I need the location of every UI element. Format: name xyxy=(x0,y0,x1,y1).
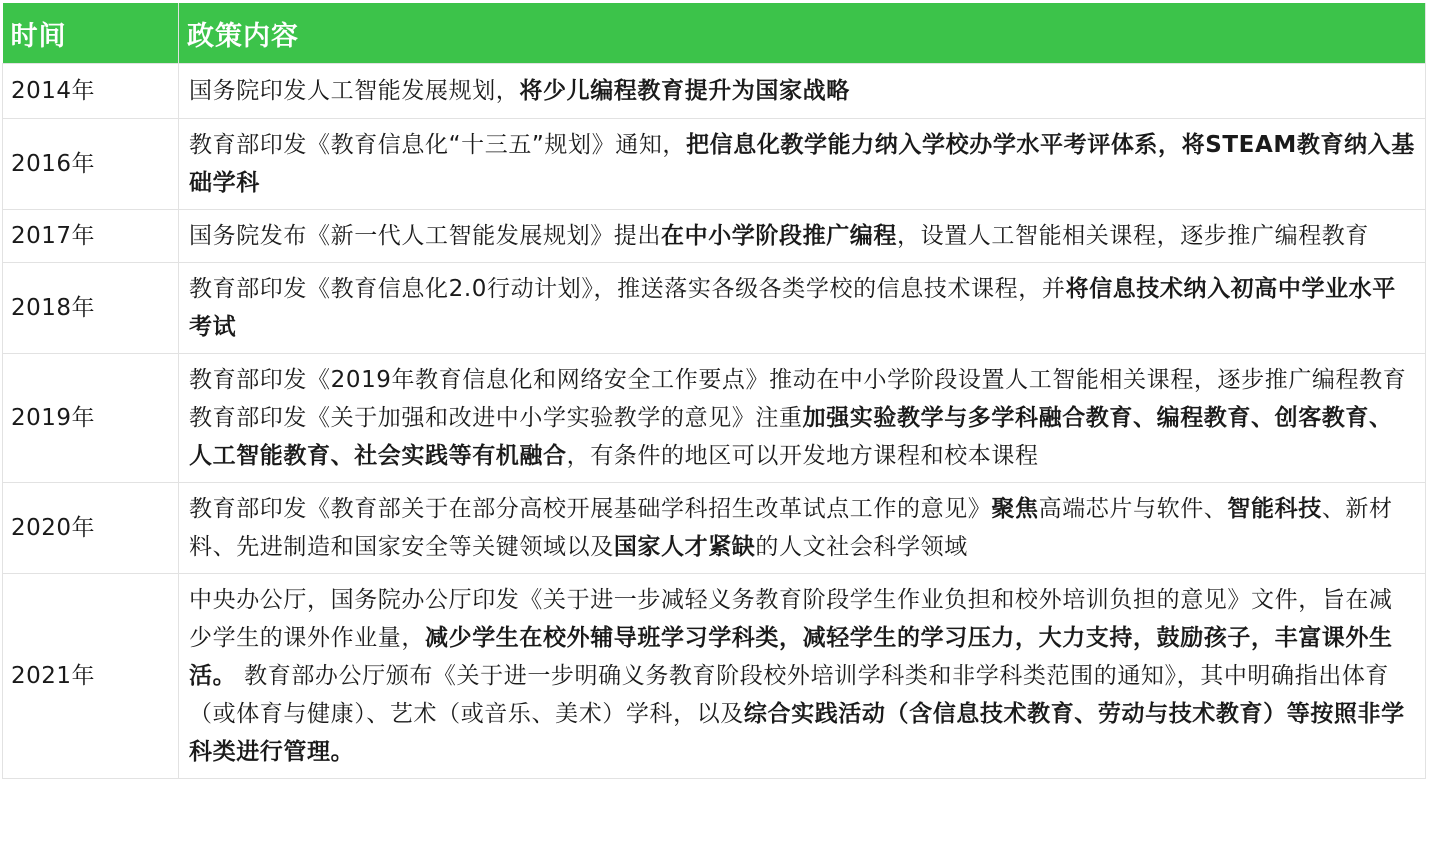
policy-text-emphasis: 将少儿编程教育提升为国家战略 xyxy=(519,78,850,104)
policy-text: 、新材料、先进制造和国家安全等关键领域以及 xyxy=(189,496,1393,560)
policy-content-cell xyxy=(179,210,1426,263)
policy-text: 的人文社会科学领域 xyxy=(755,534,968,560)
policy-paragraph xyxy=(189,361,1415,399)
policy-text: 国务院印发人工智能发展规划， xyxy=(189,78,520,104)
table-row xyxy=(3,119,1426,210)
table-row xyxy=(3,263,1426,354)
policy-table xyxy=(2,3,1426,779)
policy-text: 教育部印发《教育信息化2.0行动计划》，推送落实各级各类学校的信息技术课程，并 xyxy=(189,276,1066,302)
policy-paragraph xyxy=(189,217,1415,255)
policy-content-cell xyxy=(179,64,1426,119)
year-cell: 2017年 xyxy=(3,210,179,263)
policy-paragraph xyxy=(189,399,1415,475)
policy-text: 国务院发布《新一代人工智能发展规划》提出 xyxy=(189,223,661,249)
header-row xyxy=(3,3,1426,64)
year-cell: 2020年 xyxy=(3,483,179,574)
policy-content-cell xyxy=(179,574,1426,779)
table-row xyxy=(3,574,1426,779)
policy-text-emphasis: 国家人才紧缺 xyxy=(613,534,756,560)
year-cell: 2021年 xyxy=(3,574,179,779)
policy-text-emphasis: 把信息化教学能力纳入学校办学水平考评体系，将STEAM教育纳入基础学科 xyxy=(189,132,1415,196)
year-cell: 2014年 xyxy=(3,64,179,119)
table-row xyxy=(3,64,1426,119)
table-body xyxy=(3,64,1426,779)
policy-paragraph xyxy=(189,72,1415,110)
year-cell: 2019年 xyxy=(3,354,179,483)
policy-text-emphasis: 综合实践活动（含信息技术教育、劳动与技术教育）等按照非学科类进行管理。 xyxy=(189,701,1405,765)
policy-text-emphasis: 将信息技术纳入初高中学业水平考试 xyxy=(189,276,1396,340)
policy-text: 教育部印发《2019年教育信息化和网络安全工作要点》推动在中小学阶段设置人工智能相关课程，逐步推广编程教育 xyxy=(189,367,1407,393)
policy-paragraph xyxy=(189,270,1415,346)
year-cell: 2018年 xyxy=(3,263,179,354)
policy-text: ，有条件的地区可以开发地方课程和校本课程 xyxy=(566,443,1039,469)
policy-text-emphasis: 智能科技 xyxy=(1227,496,1322,522)
policy-paragraph xyxy=(189,126,1415,202)
table-header xyxy=(3,3,1426,64)
table-row xyxy=(3,210,1426,263)
year-cell: 2016年 xyxy=(3,119,179,210)
policy-paragraph xyxy=(189,490,1415,566)
header-content: 政策内容 xyxy=(179,3,1426,64)
header-time: 时间 xyxy=(3,3,179,64)
policy-text: 中央办公厅，国务院办公厅印发《关于进一步减轻义务教育阶段学生作业负担和校外培训负担的意见》文件，旨在减少学生的课外作业量， xyxy=(189,587,1393,651)
policy-text-emphasis: 聚焦 xyxy=(991,496,1039,522)
table-row xyxy=(3,483,1426,574)
policy-content-cell xyxy=(179,263,1426,354)
policy-text: 教育部印发《教育信息化“十三五”规划》通知， xyxy=(189,132,687,158)
policy-content-cell xyxy=(179,354,1426,483)
policy-content-cell xyxy=(179,483,1426,574)
policy-text: ，设置人工智能相关课程，逐步推广编程教育 xyxy=(897,223,1369,249)
policy-text: 教育部印发《教育部关于在部分高校开展基础学科招生改革试点工作的意见》 xyxy=(189,496,992,522)
table-row xyxy=(3,354,1426,483)
policy-text: 教育部印发《关于加强和改进中小学实验教学的意见》注重 xyxy=(189,405,803,431)
policy-text-emphasis: 加强实验教学与多学科融合教育、编程教育、创客教育、人工智能教育、社会实践等有机融合 xyxy=(189,405,1393,469)
policy-text: 高端芯片与软件、 xyxy=(1038,496,1228,522)
policy-text-emphasis: 在中小学阶段推广编程 xyxy=(661,223,897,249)
policy-content-cell xyxy=(179,119,1426,210)
policy-text-emphasis: 减少学生在校外辅导班学习学科类，减轻学生的学习压力，大力支持，鼓励孩子，丰富课外生活。 xyxy=(189,625,1393,689)
policy-paragraph xyxy=(189,581,1415,771)
policy-text: 教育部办公厅颁布《关于进一步明确义务教育阶段校外培训学科类和非学科类范围的通知》，其中明确指出体育（或体育与健康）、艺术（或音乐、美术）学科，以及 xyxy=(189,663,1390,727)
